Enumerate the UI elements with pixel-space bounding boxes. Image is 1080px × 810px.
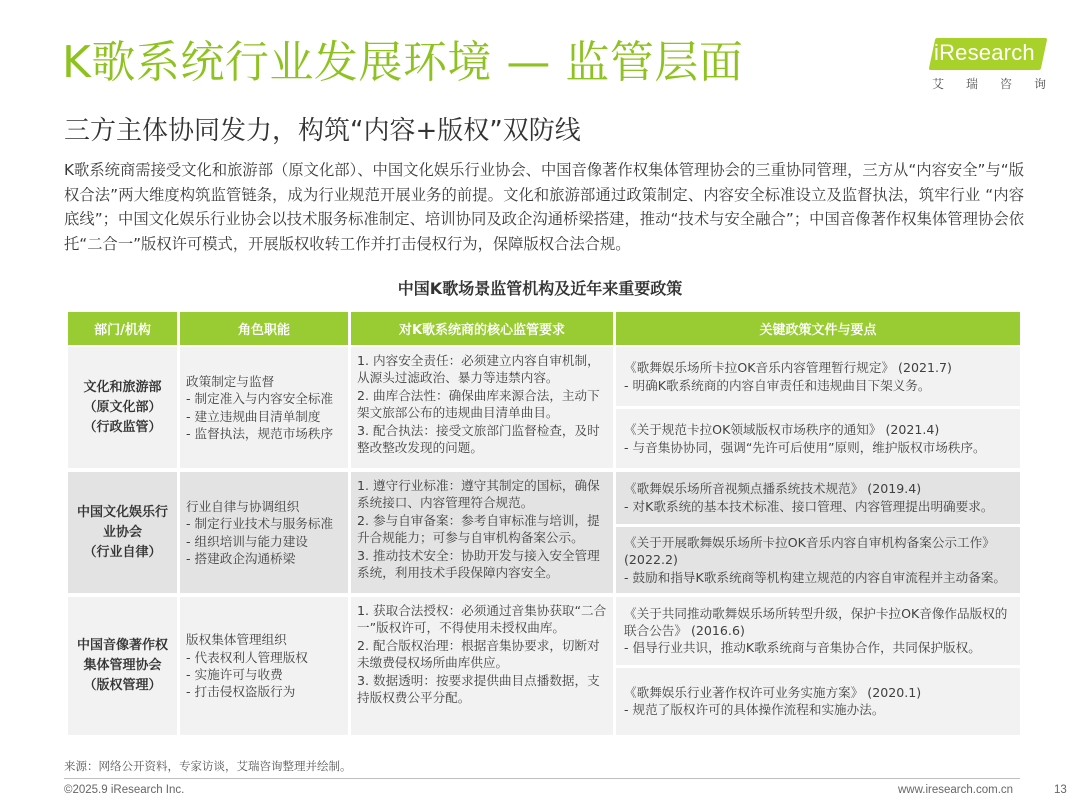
policy-point: - 规范了版权许可的具体操作流程和实施办法。 (624, 702, 885, 718)
policy-block (616, 347, 1020, 406)
role-item: - 实施许可与收费 (186, 667, 283, 682)
policy-point: - 对K歌系统的基本技术标准、接口管理、内容管理提出明确要求。 (624, 498, 994, 514)
table-row (68, 597, 1020, 735)
policy-title: 《关于共同推动歌舞娱乐场所转型升级，保护卡拉OK音像作品版权的联合公告》 (2016.6) (624, 605, 1008, 639)
table-row (68, 472, 1020, 593)
source-note: 来源：网络公开资料，专家访谈，艾瑞咨询整理并绘制。 (64, 759, 352, 773)
department-name-line: 集体管理协会 (83, 658, 162, 673)
policy-point: - 与音集协协同，强调“先许可后使用”原则，维护版权市场秩序。 (624, 439, 986, 455)
role-item: - 搭建政企沟通桥梁 (186, 550, 296, 566)
column-header-department: 部门/机构 (68, 312, 177, 345)
policy-block (616, 597, 1020, 665)
role-title: 政策制定与监督 (186, 373, 275, 389)
role-item: - 打击侵权盗版行为 (186, 684, 296, 700)
department-name-line: 中国文化娱乐行 (76, 504, 168, 520)
table-row (68, 347, 1020, 468)
department-name-line: 中国音像著作权 (76, 638, 168, 653)
policies-cell (616, 597, 1020, 735)
policy-point: - 明确K歌系统商的内容自审责任和违规曲目下架义务。 (624, 377, 931, 393)
requirement-item: 1. 内容安全责任：必须建立内容自审机制，从源头过滤政治、暴力等违禁内容。 (357, 353, 600, 386)
table-caption: 中国K歌场景监管机构及近年来重要政策 (397, 279, 683, 298)
policy-title: 《关于开展歌舞娱乐场所卡拉OK音乐内容自审机构备案公示工作》 (624, 534, 995, 550)
policy-block (616, 472, 1020, 524)
role-item: - 代表权利人管理版权 (186, 649, 308, 665)
department-name-line: 文化和旅游部 (83, 379, 162, 395)
logo-char: 瑞 (965, 77, 978, 91)
requirement-item: 3. 数据透明：按要求提供曲目点播数据，支持版权费公平分配。 (357, 672, 600, 706)
page-subtitle: 三方主体协同发力，构筑“内容+版权”双防线 (64, 116, 581, 146)
logo-char: 询 (1033, 77, 1046, 91)
intro-paragraph: K歌系统商需接受文化和旅游部（原文化部）、中国文化娱乐行业协会、中国音像著作权集体管理协会的三重协同管理，三方从“内容安全”与“版权合法”两大维度构筑监管链条，成为行业规范开展业务的前提。文化和旅游部通过政策制定、内容安全标准设立及监督执法，筑牢行业 “内容底线”；中国文化娱乐行业协会以技术服务标准制定、培训协同及政企沟通桥梁搭建，推动“技术与安全融合”；中国音像著作权集体管理协会依托“二合一”版权许可模式，开展版权收转工作并打击侵权行为，保障版权合法合规。 (64, 161, 1024, 253)
page-title: K歌系统行业发展环境 — 监管层面 (62, 37, 744, 88)
logo-brand-text: iResearch (934, 40, 1035, 65)
role-item: - 建立违规曲目清单制度 (186, 408, 321, 424)
policies-cell (616, 347, 1020, 468)
role-item: - 监督执法，规范市场秩序 (186, 425, 334, 441)
requirements-cell (351, 597, 613, 735)
column-header-policies: 关键政策文件与要点 (616, 312, 1020, 345)
requirement-item: 1. 获取合法授权：必须通过音集协获取“二合一”版权许可，不得使用未授权曲库。 (357, 603, 607, 636)
department-cell (68, 472, 177, 593)
iresearch-logo (928, 38, 1048, 94)
table-header-row (68, 312, 1020, 345)
regulation-table (68, 312, 1020, 735)
copyright-text: ©2025.9 iResearch Inc. (64, 784, 185, 796)
requirement-item: 3. 推动技术安全：协助开发与接入安全管理系统，利用技术手段保障内容安全。 (357, 547, 600, 581)
role-cell (180, 597, 348, 735)
logo-char: 艾 (932, 77, 945, 91)
policy-title: 《歌舞娱乐场所音视频点播系统技术规范》 (2019.4) (624, 481, 922, 497)
column-header-requirements: 对K歌系统商的核心监管要求 (351, 312, 613, 345)
policy-date: (2022.2) (624, 552, 678, 568)
policy-title: 《歌舞娱乐场所卡拉OK音乐内容管理暂行规定》 (2021.7) (624, 360, 952, 376)
department-name-line: 业协会 (102, 524, 142, 540)
role-item: - 制定行业技术与服务标准 (186, 516, 334, 532)
department-type-line: （版权管理） (83, 678, 162, 693)
requirement-item: 1. 遵守行业标准：遵守其制定的国标，确保系统接口、内容管理符合规范。 (357, 478, 600, 511)
policies-cell (616, 472, 1020, 593)
policy-point: - 鼓励和指导K歌系统商等机构建立规范的内容自审流程并主动备案。 (624, 569, 1007, 585)
page-number: 13 (1054, 784, 1067, 796)
requirement-item: 3. 配合执法：接受文旅部门监督检查，及时整改整改发现的问题。 (357, 422, 600, 456)
footer-divider (64, 778, 1020, 779)
role-title: 行业自律与协调组织 (186, 498, 300, 514)
policy-title: 《关于规范卡拉OK领域版权市场秩序的通知》 (2021.4) (624, 422, 940, 438)
department-cell (68, 597, 177, 735)
role-item: - 组织培训与能力建设 (186, 533, 308, 549)
requirements-cell (351, 472, 613, 593)
column-header-role: 角色职能 (180, 312, 348, 345)
policy-block (616, 668, 1020, 736)
requirement-item: 2. 参与自审备案：参考自审标准与培训，提升合规能力；可参与自审机构备案公示。 (357, 512, 600, 546)
role-title: 版权集体管理组织 (186, 632, 287, 648)
requirement-item: 2. 配合版权治理：根据音集协要求，切断对未缴费侵权场所曲库供应。 (357, 637, 600, 671)
logo-chinese-name (932, 75, 1046, 92)
role-item: - 制定准入与内容安全标准 (186, 391, 334, 407)
department-name-line: （原文化部） (83, 399, 162, 415)
policy-block (616, 527, 1020, 593)
requirements-cell (351, 347, 613, 468)
policy-title: 《歌舞娱乐行业著作权许可业务实施方案》 (2020.1) (624, 684, 922, 700)
policy-block (616, 409, 1020, 468)
website-link[interactable]: www.iresearch.com.cn (898, 784, 1014, 796)
logo-char: 咨 (999, 77, 1012, 91)
requirement-item: 2. 曲库合法性：确保曲库来源合法，主动下架文旅部公布的违规曲目清单曲目。 (357, 387, 600, 421)
department-type-line: （行业自律） (83, 544, 162, 560)
role-cell (180, 347, 348, 468)
role-cell (180, 472, 348, 593)
department-cell (68, 347, 177, 468)
policy-point: - 倡导行业共识，推动K歌系统商与音集协合作，共同保护版权。 (624, 640, 981, 656)
department-type-line: （行政监管） (83, 419, 162, 435)
